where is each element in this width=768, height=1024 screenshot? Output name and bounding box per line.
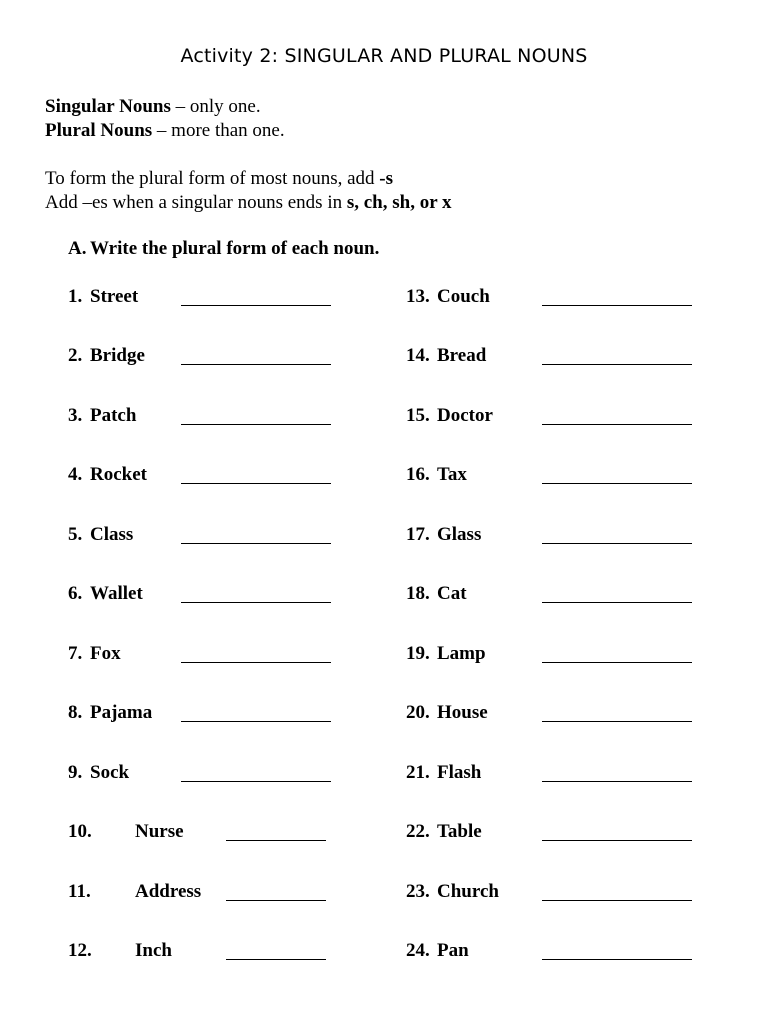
item-number: 1.	[68, 286, 83, 307]
item-number: 11.	[68, 881, 91, 902]
item-number: 3.	[68, 405, 83, 426]
answer-blank[interactable]	[542, 602, 692, 603]
item-number: 10.	[68, 821, 92, 842]
answer-blank[interactable]	[181, 364, 331, 365]
item-number: 20.	[406, 702, 430, 723]
item-number: 4.	[68, 464, 83, 485]
item-number: 2.	[68, 345, 83, 366]
rule-add-es	[45, 192, 452, 214]
item-number: 22.	[406, 821, 430, 842]
item-number: 23.	[406, 881, 430, 902]
item-noun: Class	[90, 524, 134, 545]
answer-blank[interactable]	[181, 483, 331, 484]
answer-blank[interactable]	[181, 305, 331, 306]
item-noun: Flash	[437, 762, 482, 783]
definition-plural	[45, 120, 285, 142]
item-number: 14.	[406, 345, 430, 366]
answer-blank[interactable]	[542, 483, 692, 484]
item-number: 16.	[406, 464, 430, 485]
item-noun: Glass	[437, 524, 482, 545]
item-noun: Cat	[437, 583, 467, 604]
answer-blank[interactable]	[181, 543, 331, 544]
item-number: 12.	[68, 940, 92, 961]
item-noun: Lamp	[437, 643, 486, 664]
item-number: 7.	[68, 643, 83, 664]
section-letter: A.	[68, 238, 87, 259]
answer-blank[interactable]	[542, 424, 692, 425]
item-number: 21.	[406, 762, 430, 783]
item-noun: House	[437, 702, 488, 723]
item-noun: Table	[437, 821, 482, 842]
item-noun: Couch	[437, 286, 490, 307]
answer-blank[interactable]	[181, 424, 331, 425]
rule-endings: s, ch, sh, or x	[346, 192, 452, 213]
item-number: 6.	[68, 583, 83, 604]
section-heading	[68, 238, 379, 260]
item-number: 9.	[68, 762, 83, 783]
item-noun: Inch	[135, 940, 172, 961]
answer-blank[interactable]	[226, 840, 326, 841]
answer-blank[interactable]	[181, 721, 331, 722]
answer-blank[interactable]	[226, 959, 326, 960]
item-noun: Patch	[90, 405, 137, 426]
definition-term: Plural Nouns	[45, 120, 153, 141]
rule-text: Add –es when a singular nouns ends in	[45, 192, 347, 213]
answer-blank[interactable]	[542, 721, 692, 722]
item-number: 17.	[406, 524, 430, 545]
item-noun: Tax	[437, 464, 467, 485]
definition-text: – more than one.	[152, 120, 285, 141]
item-noun: Wallet	[90, 583, 143, 604]
item-noun: Rocket	[90, 464, 147, 485]
rule-text: To form the plural form of most nouns, add	[45, 168, 380, 189]
item-noun: Pajama	[90, 702, 153, 723]
item-noun: Bridge	[90, 345, 145, 366]
answer-blank[interactable]	[542, 305, 692, 306]
item-number: 19.	[406, 643, 430, 664]
item-noun: Pan	[437, 940, 469, 961]
answer-blank[interactable]	[542, 900, 692, 901]
item-noun: Fox	[90, 643, 121, 664]
item-number: 13.	[406, 286, 430, 307]
answer-blank[interactable]	[542, 840, 692, 841]
answer-blank[interactable]	[542, 959, 692, 960]
item-number: 24.	[406, 940, 430, 961]
item-noun: Doctor	[437, 405, 493, 426]
item-noun: Sock	[90, 762, 130, 783]
item-noun: Church	[437, 881, 499, 902]
page-title: Activity 2: SINGULAR AND PLURAL NOUNS	[180, 45, 588, 67]
answer-blank[interactable]	[181, 662, 331, 663]
item-number: 5.	[68, 524, 83, 545]
answer-blank[interactable]	[542, 662, 692, 663]
answer-blank[interactable]	[181, 602, 331, 603]
rule-suffix: -s	[379, 168, 394, 189]
section-instruction: Write the plural form of each noun.	[90, 238, 380, 259]
answer-blank[interactable]	[542, 543, 692, 544]
definition-term: Singular Nouns	[45, 96, 171, 117]
item-noun: Bread	[437, 345, 487, 366]
answer-blank[interactable]	[226, 900, 326, 901]
answer-blank[interactable]	[181, 781, 331, 782]
definition-singular	[45, 96, 261, 118]
item-number: 8.	[68, 702, 83, 723]
item-number: 18.	[406, 583, 430, 604]
item-noun: Address	[135, 881, 202, 902]
definition-text: – only one.	[170, 96, 261, 117]
answer-blank[interactable]	[542, 364, 692, 365]
rule-add-s	[45, 168, 393, 190]
item-noun: Street	[90, 286, 139, 307]
answer-blank[interactable]	[542, 781, 692, 782]
item-number: 15.	[406, 405, 430, 426]
item-noun: Nurse	[135, 821, 184, 842]
